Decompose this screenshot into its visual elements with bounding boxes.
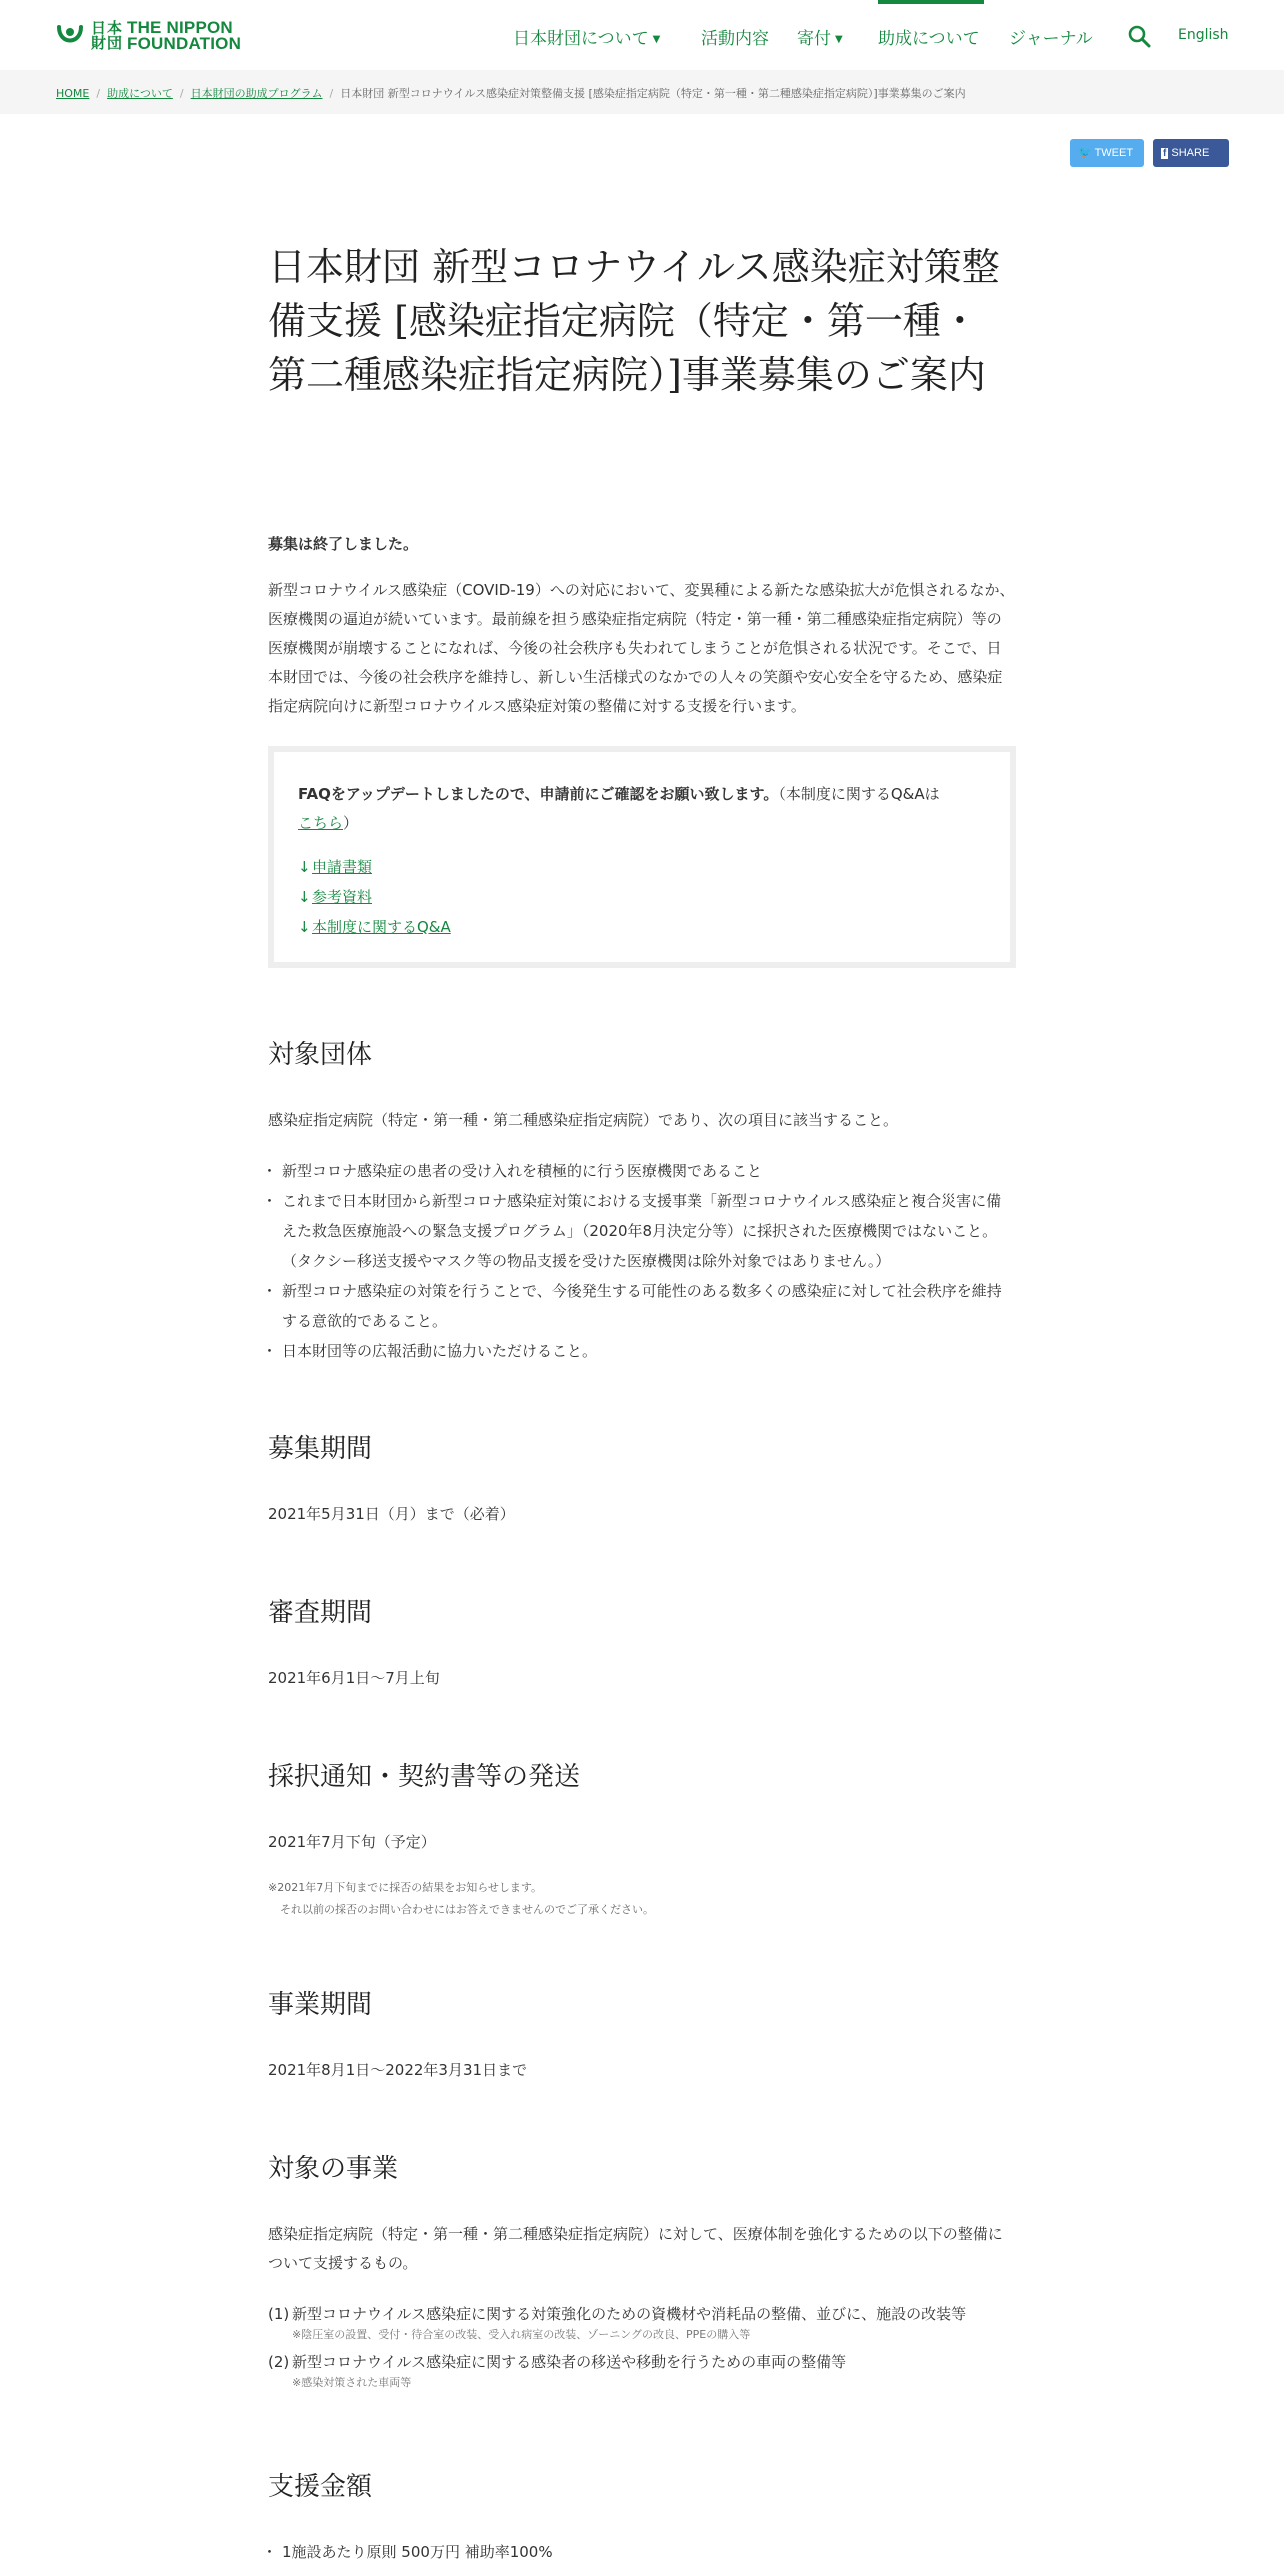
logo-jp-text: 日本 財団 bbox=[91, 19, 124, 52]
nav-donate[interactable] bbox=[797, 24, 843, 49]
language-english-link[interactable]: English bbox=[1178, 27, 1229, 43]
support-amount-list bbox=[268, 2537, 1016, 2567]
logo-en-line1: THE NIPPON bbox=[127, 18, 233, 37]
target-org-lead: 感染症指定病院（特定・第一種・第二種感染症指定病院）であり、次の項目に該当すること。 bbox=[268, 1111, 899, 1129]
notice-note-2: それ以前の採否のお問い合わせにはお答えできませんのでご了承ください。 bbox=[280, 1903, 654, 1916]
nav-grants-label: 助成について bbox=[878, 29, 980, 49]
notice-text: 2021年7月下旬（予定） bbox=[268, 1833, 436, 1851]
breadcrumb-bar bbox=[0, 70, 1284, 114]
target-org-list bbox=[268, 1156, 1016, 1366]
list-item: ・ 日本財団等の広報活動に協力いただけること。 bbox=[268, 1336, 1016, 1366]
facebook-icon: f bbox=[1163, 148, 1167, 159]
notice-note-1: ※2021年7月下旬までに採否の結果をお知らせします。 bbox=[268, 1881, 542, 1894]
nav-donate-label: 寄付 bbox=[797, 29, 831, 49]
target-business-list bbox=[268, 2300, 1016, 2396]
list-item: ・ 新型コロナ感染症の対策を行うことで、今後発生する可能性のある数多くの感染症に対して社会秩序を維持する意欲的であること。 bbox=[268, 1276, 1016, 1336]
arrow-down-icon: ↓ bbox=[298, 918, 311, 936]
nav-journal-label: ジャーナル bbox=[1009, 29, 1093, 49]
faq-notice-paren-pre: （本制度に関するQ&Aは bbox=[778, 785, 940, 803]
logo-en-line2: FOUNDATION bbox=[127, 34, 242, 53]
list-item: ・ 新型コロナ感染症の患者の受け入れを積極的に行う医療機関であること bbox=[268, 1156, 1016, 1186]
list-item bbox=[268, 2300, 1016, 2328]
arrow-down-icon: ↓ bbox=[298, 858, 311, 876]
heading-target-business: 対象の事業 bbox=[268, 2154, 399, 2184]
recruit-period-text: 2021年5月31日（月）まで（必着） bbox=[268, 1505, 515, 1523]
anchor-reference-docs[interactable] bbox=[298, 886, 372, 907]
heading-business-period: 事業期間 bbox=[268, 1990, 373, 2020]
twitter-icon: 🐦 bbox=[1078, 147, 1092, 159]
intro-text: 新型コロナウイルス感染症（COVID-19）への対応において、変異種による新たな感染拡大が危惧されるなか、医療機関の逼迫が続いています。最前線を担う感染症指定病院（特定・第一種・第二種感染症指定病院）等の医療機関が崩壊することになれば、今後の社会秩序も失われてしまうことが危惧される状況です。そこで、日本財団では、今後の社会秩序を維持し、新しい生活様式のなかでの人々の笑顔や安心安全を守るため、感染症指定病院向けに新型コロナウイルス感染症対策の整備に対する支援を行います。 bbox=[268, 581, 1015, 715]
nav-journal[interactable] bbox=[1009, 24, 1093, 49]
nav-active-indicator bbox=[878, 0, 984, 4]
tweet-label: TWEET bbox=[1094, 147, 1134, 159]
list-item-note: ※感染対策された車両等 bbox=[292, 2376, 412, 2389]
facebook-share-button[interactable] bbox=[1153, 139, 1229, 167]
list-item bbox=[268, 2348, 1016, 2376]
list-item-number: (1) bbox=[268, 2305, 290, 2323]
nav-about[interactable] bbox=[513, 24, 660, 49]
heading-target-org: 対象団体 bbox=[268, 1040, 373, 1070]
list-item: ・ 1施設あたり原則 500万円 補助率100% bbox=[268, 2537, 1016, 2567]
breadcrumb: HOME / 助成について / 日本財団の助成プログラム / 日本財団 新型コロナウイルス感染症対策整備支援 [感染症指定病院（特定・第一種・第二種感染症指定病院）]事業募集のご案内 bbox=[56, 87, 966, 100]
arrow-down-icon: ↓ bbox=[298, 888, 311, 906]
heading-review-period: 審査期間 bbox=[268, 1598, 373, 1628]
breadcrumb-home[interactable]: HOME bbox=[56, 87, 90, 100]
nav-grants[interactable] bbox=[878, 24, 980, 49]
tweet-button[interactable] bbox=[1070, 139, 1144, 167]
list-item: ・ これまで日本財団から新型コロナ感染症対策における支援事業「新型コロナウイルス感染症と複合災害に備えた救急医療施設への緊急支援プログラム」（2020年8月決定分等）に採択された医療機関ではないこと。（タクシー移送支援やマスク等の物品支援を受けた医療機関は除外対象ではありません。） bbox=[268, 1186, 1016, 1276]
anchor-application-docs[interactable] bbox=[298, 856, 372, 877]
list-item-text: 新型コロナウイルス感染症に関する感染者の移送や移動を行うための車両の整備等 bbox=[292, 2353, 847, 2371]
caret-down-icon: ▼ bbox=[835, 34, 843, 45]
list-item-note: ※陰圧室の設置、受付・待合室の改装、受入れ病室の改装、ゾーニングの改良、PPEの購入等 bbox=[292, 2328, 751, 2341]
faq-notice-box bbox=[268, 746, 1016, 968]
business-period-text: 2021年8月1日〜2022年3月31日まで bbox=[268, 2061, 528, 2079]
share-label: SHARE bbox=[1171, 147, 1210, 159]
global-nav bbox=[0, 0, 1284, 70]
heading-recruit-period: 募集期間 bbox=[268, 1434, 373, 1464]
caret-down-icon: ▼ bbox=[652, 34, 661, 45]
search-icon[interactable] bbox=[1127, 24, 1151, 48]
list-item-text: 新型コロナウイルス感染症に関する対策強化のための資機材や消耗品の整備、並びに、施設の改装等 bbox=[292, 2305, 967, 2323]
nav-about-label: 日本財団について bbox=[513, 29, 649, 49]
heading-notice: 採択通知・契約書等の発送 bbox=[268, 1762, 581, 1792]
anchor-qa-label: 本制度に関するQ&A bbox=[312, 918, 451, 936]
nav-activities-label: 活動内容 bbox=[701, 29, 769, 49]
faq-notice-text bbox=[298, 780, 988, 838]
faq-notice-bold: FAQをアップデートしましたので、申請前にご確認をお願い致します。 bbox=[298, 785, 779, 803]
faq-here-link[interactable]: こちら bbox=[298, 814, 344, 832]
site-header bbox=[0, 0, 1284, 70]
anchor-application-docs-label: 申請書類 bbox=[312, 858, 373, 876]
breadcrumb-grants[interactable]: 助成について bbox=[107, 87, 173, 100]
anchor-qa[interactable] bbox=[298, 916, 451, 937]
faq-notice-paren-post: ） bbox=[343, 814, 359, 832]
closed-notice: 募集は終了しました。 bbox=[268, 535, 419, 553]
nav-activities[interactable] bbox=[701, 24, 769, 49]
list-item-number: (2) bbox=[268, 2353, 290, 2371]
breadcrumb-current: 日本財団 新型コロナウイルス感染症対策整備支援 [感染症指定病院（特定・第一種・第二種感染症指定病院）]事業募集のご案内 bbox=[340, 87, 966, 100]
target-business-lead: 感染症指定病院（特定・第一種・第二種感染症指定病院）に対して、医療体制を強化するための以下の整備について支援するもの。 bbox=[268, 2225, 1003, 2272]
breadcrumb-programs[interactable]: 日本財団の助成プログラム bbox=[190, 87, 323, 100]
review-period-text: 2021年6月1日〜7月上旬 bbox=[268, 1669, 440, 1687]
heading-support-amount: 支援金額 bbox=[268, 2472, 373, 2502]
anchor-reference-docs-label: 参考資料 bbox=[312, 888, 373, 906]
page-title: 日本財団 新型コロナウイルス感染症対策整備支援 [感染症指定病院（特定・第一種・第二種感染症指定病院）]事業募集のご案内 bbox=[268, 245, 1000, 397]
